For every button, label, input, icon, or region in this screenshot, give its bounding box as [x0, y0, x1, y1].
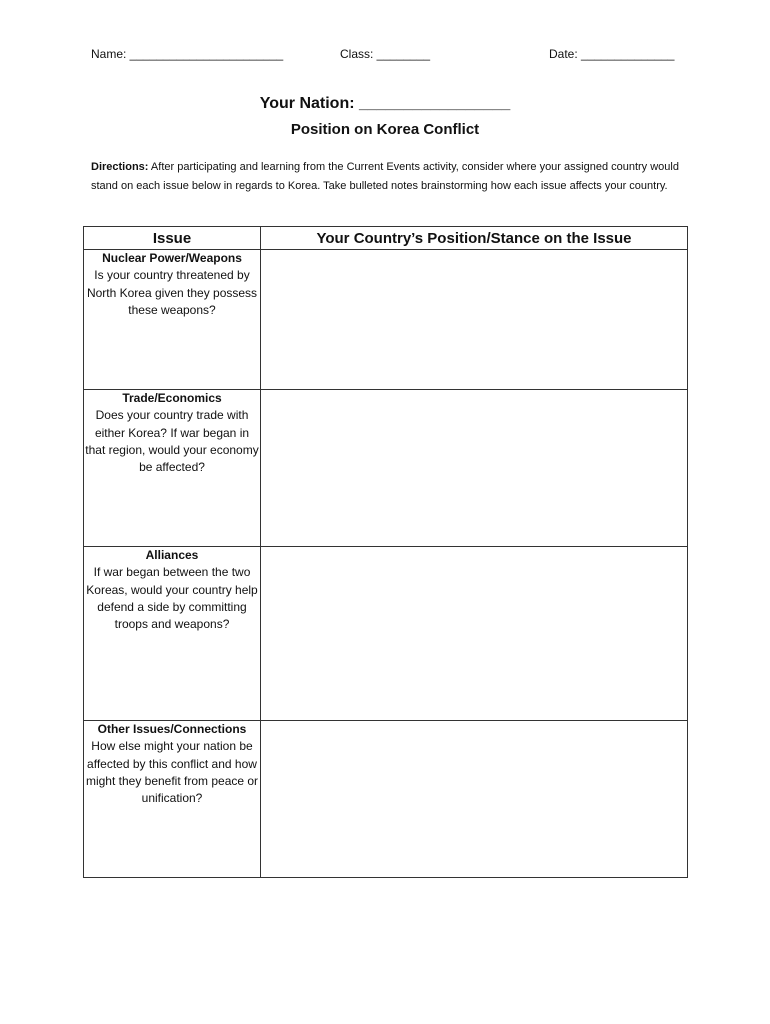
table-row: [84, 390, 688, 547]
table-row: [84, 250, 688, 390]
issue-description: Is your country threatened by North Korea given they possess these weapons?: [86, 268, 258, 317]
issue-cell: [84, 390, 261, 547]
issue-description: If war began between the two Koreas, would your country help defend a side by committing troops and weapons?: [86, 565, 258, 632]
issue-title: Trade/Economics: [122, 391, 222, 405]
name-field: Name: _______________________: [91, 47, 284, 61]
position-answer-cell[interactable]: [261, 250, 688, 390]
column-header-position: Your Country’s Position/Stance on the Issue: [261, 227, 688, 250]
position-answer-cell[interactable]: [261, 390, 688, 547]
column-header-issue: Issue: [84, 227, 261, 250]
issue-cell: [84, 721, 261, 878]
position-answer-cell[interactable]: [261, 721, 688, 878]
table-row: [84, 547, 688, 721]
issue-title: Nuclear Power/Weapons: [102, 251, 242, 265]
directions-paragraph: [91, 158, 681, 195]
worksheet-header: [0, 47, 770, 65]
directions-label: Directions:: [91, 161, 149, 173]
issue-title: Other Issues/Connections: [97, 722, 247, 736]
table-row: [84, 721, 688, 878]
issues-table: [83, 226, 688, 878]
issue-cell: [84, 547, 261, 721]
issue-cell: [84, 250, 261, 390]
issue-description: Does your country trade with either Korea? If war began in that region, would your economy be affected?: [85, 408, 259, 475]
class-field: Class: ________: [340, 47, 431, 61]
issue-description: How else might your nation be affected by this conflict and how might they benefit from peace or unification?: [85, 739, 259, 806]
page-title: Position on Korea Conflict: [290, 121, 480, 138]
date-field: Date: ______________: [549, 47, 675, 61]
position-answer-cell[interactable]: [261, 547, 688, 721]
table-header-row: [84, 227, 688, 250]
issue-title: Alliances: [145, 548, 199, 562]
nation-title: Your Nation: _________________: [259, 95, 511, 112]
directions-text: After participating and learning from the Current Events activity, consider where your assigned country would stand on each issue below in regards to Korea. Take bulleted notes brainstorming how each issue affects your country.: [91, 161, 679, 192]
